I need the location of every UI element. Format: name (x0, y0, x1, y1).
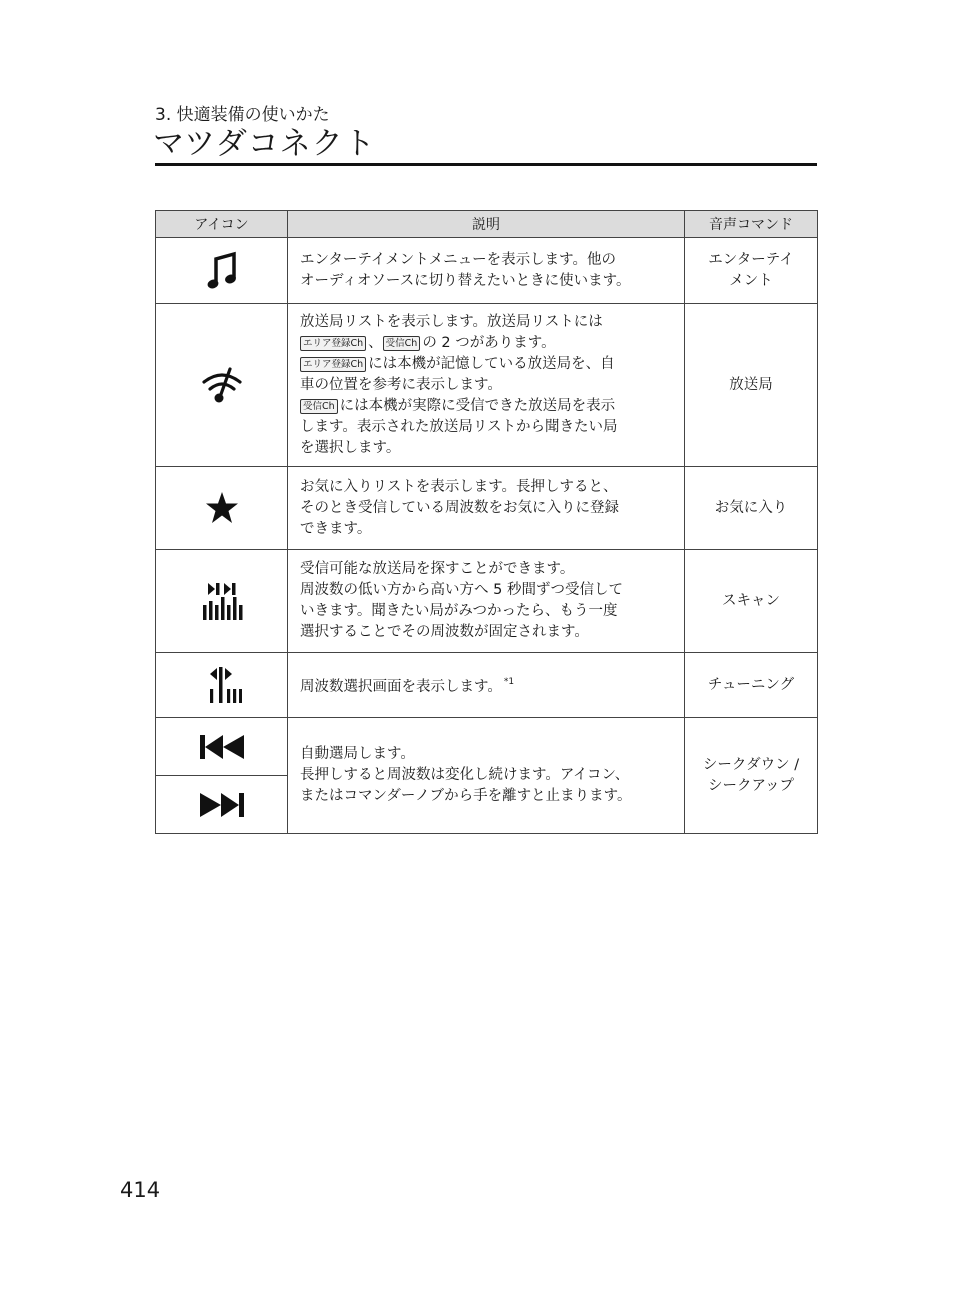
description-cell (288, 653, 685, 718)
desc-line: 長押しすると周波数は変化し続けます。アイコン、 (300, 767, 630, 783)
icon-cell (156, 238, 288, 304)
description-cell (288, 238, 685, 304)
desc-line: を選択します。 (300, 439, 401, 456)
voice-command-table (155, 210, 818, 834)
desc-line: します。表示された放送局リストから聞きたい局 (300, 418, 618, 435)
description-cell (288, 550, 685, 653)
icon-cell (156, 776, 288, 834)
table-row (156, 718, 818, 776)
voice-line: シークアップ (708, 777, 794, 794)
table-row (156, 467, 818, 550)
desc-text: の 2 つがあります。 (422, 334, 556, 351)
page-number: 414 (120, 1178, 161, 1202)
received-ch-tag: 受信Ch (383, 336, 421, 351)
desc-line: エンターテイメントメニューを表示します。他の (300, 251, 616, 268)
header-icon: アイコン (156, 211, 288, 238)
voice-command-cell (685, 238, 818, 304)
desc-line: 車の位置を参考に表示します。 (300, 376, 502, 393)
desc-line: 自動選局します。 (300, 746, 415, 762)
header-voice-command: 音声コマンド (685, 211, 818, 238)
voice-line: お気に入り (714, 499, 788, 516)
seek-down-icon (199, 733, 245, 761)
tuning-icon (202, 665, 242, 705)
voice-command-cell (685, 718, 818, 834)
voice-line: メント (729, 272, 773, 289)
icon-cell (156, 304, 288, 467)
desc-line: できます。 (300, 520, 372, 537)
table-header-row (156, 211, 818, 238)
desc-line (300, 396, 672, 417)
desc-line: お気に入りリストを表示します。長押しすると、 (300, 478, 618, 495)
area-registered-ch-tag: エリア登録Ch (300, 336, 366, 351)
area-registered-ch-tag: エリア登録Ch (300, 357, 366, 372)
header-description: 説明 (288, 211, 685, 238)
desc-line (300, 672, 672, 698)
desc-line: オーディオソースに切り替えたいときに使います。 (300, 272, 631, 289)
icon-cell (156, 550, 288, 653)
desc-text: には本機が実際に受信できた放送局を表示 (339, 397, 616, 414)
page-title: マツダコネクト (153, 126, 376, 162)
desc-text: 周波数選択画面を表示します。 (300, 679, 502, 695)
table-row (156, 550, 818, 653)
voice-line: エンターテイ (708, 251, 794, 268)
broadcast-station-icon (200, 365, 244, 405)
desc-line: 選択することでその周波数が固定されます。 (300, 624, 589, 640)
desc-line: いきます。聞きたい局がみつかったら、もう一度 (300, 603, 618, 619)
received-ch-tag: 受信Ch (300, 399, 338, 414)
desc-line: 放送局リストを表示します。放送局リストには (300, 313, 603, 330)
table-row (156, 653, 818, 718)
desc-text: には本機が記憶している放送局を、自 (368, 355, 615, 372)
description-cell (288, 718, 685, 834)
desc-line: 受信可能な放送局を探すことができます。 (300, 561, 575, 577)
seek-up-icon (199, 791, 245, 819)
separator: 、 (368, 334, 383, 351)
desc-line: またはコマンダーノブから手を離すと止まります。 (300, 788, 632, 804)
table-row (156, 238, 818, 304)
voice-command-cell (685, 467, 818, 550)
voice-command-cell (685, 304, 818, 467)
icon-cell (156, 718, 288, 776)
icon-cell (156, 653, 288, 718)
title-rule (155, 163, 817, 166)
voice-line: 放送局 (729, 376, 773, 393)
footnote-marker: *1 (503, 677, 515, 687)
star-icon (205, 491, 239, 525)
voice-line: スキャン (722, 592, 780, 609)
voice-line: チューニング (707, 676, 795, 693)
voice-command-cell (685, 653, 818, 718)
description-cell (288, 304, 685, 467)
desc-line: 周波数の低い方から高い方へ 5 秒間ずつ受信して (300, 582, 623, 598)
desc-line (300, 354, 672, 375)
icon-cell (156, 467, 288, 550)
music-note-icon (207, 251, 237, 291)
voice-command-cell (685, 550, 818, 653)
table-row (156, 304, 818, 467)
desc-line: そのとき受信している周波数をお気に入りに登録 (300, 499, 619, 516)
section-label: 3. 快適装備の使いかた (155, 105, 330, 125)
desc-line (300, 333, 672, 354)
voice-line: シークダウン / (702, 756, 800, 773)
scan-icon (201, 580, 243, 622)
description-cell (288, 467, 685, 550)
